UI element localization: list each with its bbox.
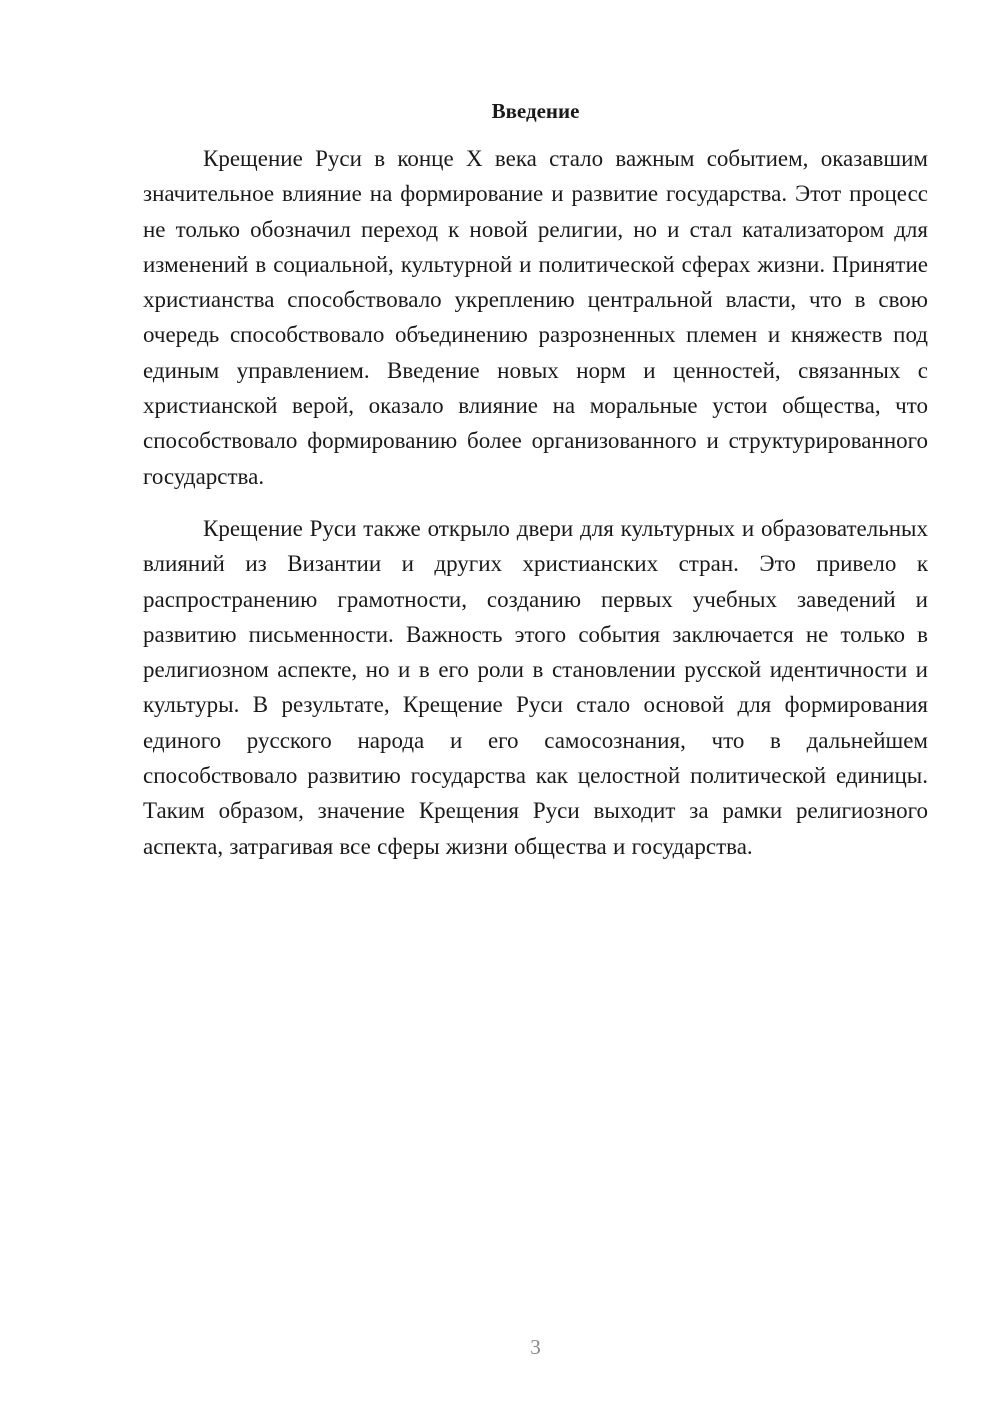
paragraph-2: Крещение Руси также открыло двери для культурных и образовательных влияний из Византии и других христианских стран. Это привело к распространению грамотности, созданию первых учебных заведений и развитию письменности. Важность этого события заключается не только в религиозном аспекте, но и в его роли в становлении русской идентичности и культуры. В результате, Крещение Руси стало основой для формирования единого русского народа и его самосознания, что в дальнейшем способствовало развитию государства как целостной политической единицы. Таким образом, значение Крещения Руси выходит за рамки религиозного аспекта, затрагивая все сферы жизни общества и государства. <box>143 515 928 859</box>
paragraph-1: Крещение Руси в конце X века стало важным событием, оказавшим значительное влияние на формирование и развитие государства. Этот процесс не только обозначил переход к новой религии, но и стал катализатором для изменений в социальной, культурной и политической сферах жизни. Принятие христианства способствовало укреплению центральной власти, что в свою очередь способствовало объединению разрозненных племен и княжеств под единым управлением. Введение новых норм и ценностей, связанных с христианской верой, оказало влияние на моральные устои общества, что способствовало формированию более организованного и структурированного государства. <box>143 146 928 489</box>
section-title: Введение <box>491 99 580 123</box>
body-text <box>143 141 928 864</box>
page-number: 3 <box>530 1335 541 1359</box>
